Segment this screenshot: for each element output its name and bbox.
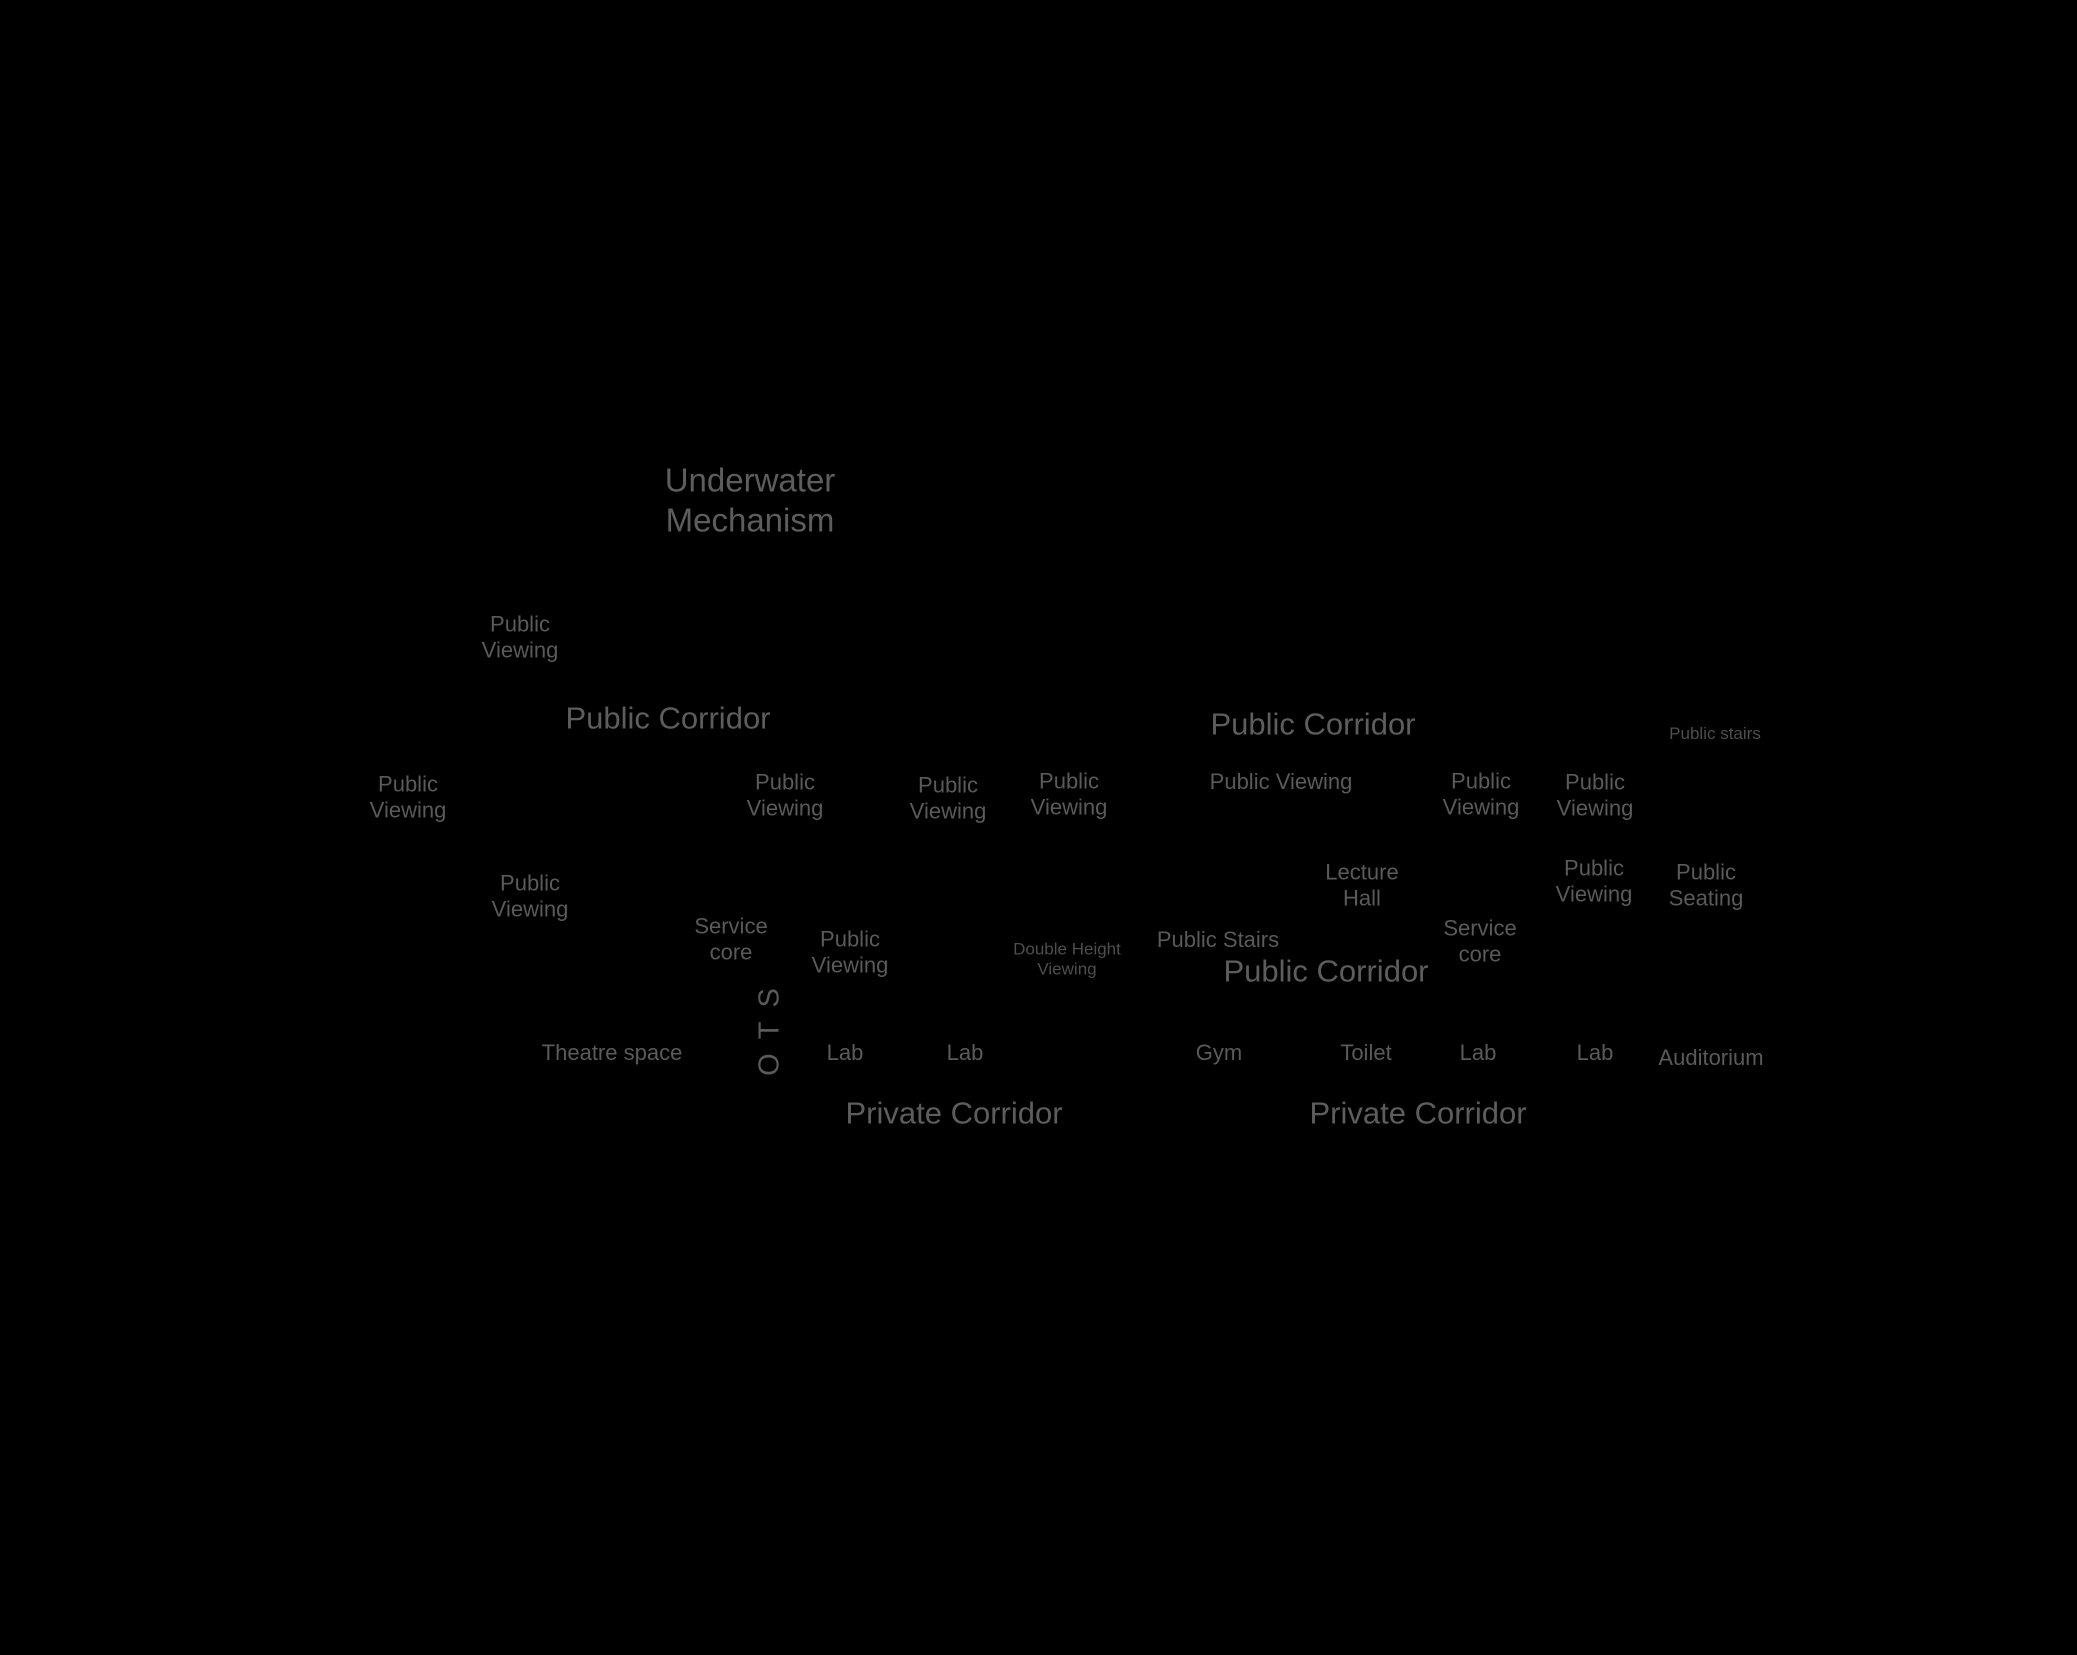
- label-line: Seating: [1668, 886, 1744, 911]
- label-public-viewing: [747, 770, 824, 823]
- label-ots: OTS: [753, 974, 786, 1076]
- label-public-viewing: [1557, 770, 1634, 823]
- label-line: Viewing: [746, 796, 824, 821]
- label-line: Viewing: [909, 799, 987, 824]
- label-service-core: [1443, 916, 1516, 969]
- label-public-viewing: Public Viewing: [1209, 768, 1353, 794]
- label-line: Viewing: [369, 798, 447, 823]
- label-lab: Lab: [1576, 1039, 1614, 1065]
- label-private-corridor: Private Corridor: [845, 1095, 1063, 1131]
- label-line: Viewing: [1030, 795, 1108, 820]
- label-line: Viewing: [1555, 882, 1633, 907]
- label-line: core: [1458, 942, 1502, 967]
- label-public-viewing: [1443, 769, 1520, 822]
- label-line: Viewing: [811, 953, 889, 978]
- label-public-viewing: [910, 773, 987, 826]
- label-line: Lecture: [1325, 859, 1399, 885]
- label-lab: Lab: [946, 1039, 984, 1065]
- label-line: Public: [378, 771, 438, 797]
- label-public-corridor: Public Corridor: [1210, 706, 1416, 742]
- label-public-stairs: Public Stairs: [1156, 926, 1280, 952]
- label-public-stairs: Public stairs: [1669, 723, 1761, 743]
- label-public-viewing: [370, 772, 447, 825]
- label-line: Service: [1443, 915, 1517, 941]
- label-lab: Lab: [1459, 1039, 1497, 1065]
- label-private-corridor: Private Corridor: [1309, 1095, 1527, 1131]
- label-line: Public: [1039, 768, 1099, 794]
- label-public-viewing: [1031, 769, 1108, 822]
- label-line: Service: [694, 913, 768, 939]
- label-line: Hall: [1343, 886, 1381, 911]
- label-line: Viewing: [1556, 796, 1634, 821]
- label-lab: Lab: [826, 1039, 864, 1065]
- label-public-viewing: [492, 871, 569, 924]
- label-lecture-hall: [1325, 860, 1398, 913]
- label-line: core: [709, 940, 753, 965]
- label-auditorium: Auditorium: [1658, 1044, 1764, 1070]
- label-gym: Gym: [1195, 1039, 1243, 1065]
- label-public-corridor: Public Corridor: [565, 700, 771, 736]
- label-line: Public: [490, 611, 550, 637]
- label-underwater-mechanism: [665, 460, 836, 539]
- label-line: Public: [1676, 859, 1736, 885]
- label-public-corridor: Public Corridor: [1223, 953, 1429, 989]
- label-line: Public: [1565, 769, 1625, 795]
- label-line: Public: [1451, 768, 1511, 794]
- label-service-core: [694, 914, 767, 967]
- label-line: Double Height: [1013, 939, 1121, 959]
- label-public-viewing: [812, 927, 889, 980]
- label-line: Viewing: [1442, 795, 1520, 820]
- label-line: Public: [500, 870, 560, 896]
- label-line: Public: [820, 926, 880, 952]
- label-line: Public: [918, 772, 978, 798]
- label-line: Underwater: [664, 461, 836, 499]
- label-line: Public: [1564, 855, 1624, 881]
- label-public-viewing: [1556, 856, 1633, 909]
- label-public-viewing: [482, 612, 559, 665]
- label-line: Viewing: [491, 897, 569, 922]
- label-toilet: Toilet: [1340, 1039, 1392, 1065]
- label-line: Viewing: [481, 638, 559, 663]
- label-line: Viewing: [1037, 960, 1097, 979]
- label-line: Public: [755, 769, 815, 795]
- label-line: Mechanism: [665, 501, 835, 538]
- label-public-seating: [1669, 860, 1744, 913]
- label-theatre-space: Theatre space: [541, 1039, 683, 1065]
- label-double-height-viewing: [1013, 940, 1121, 981]
